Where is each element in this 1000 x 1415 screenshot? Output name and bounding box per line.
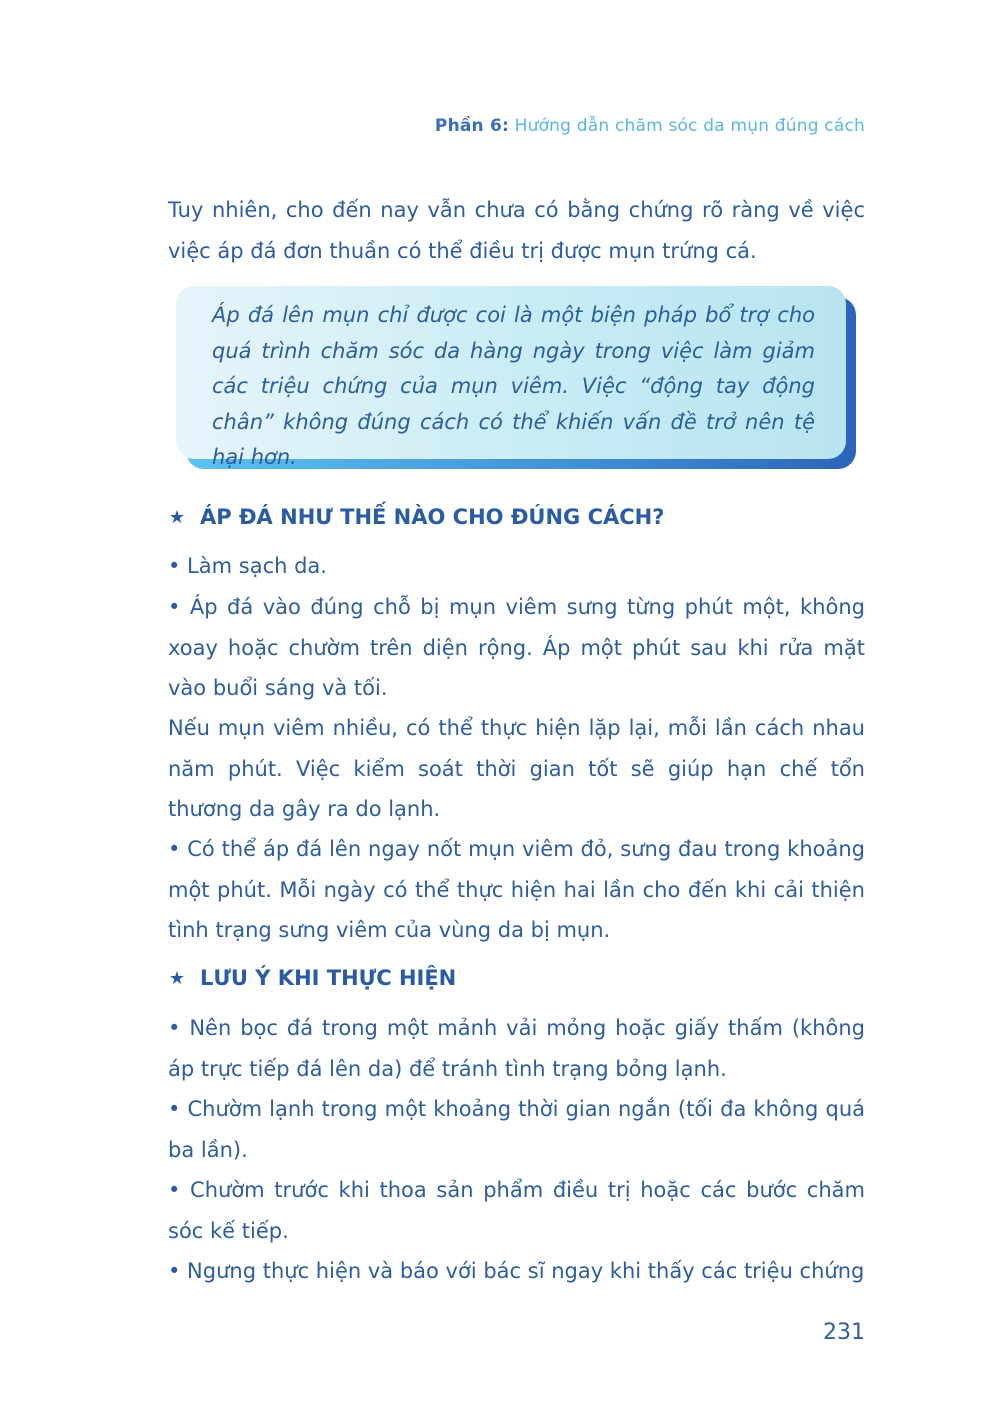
intro-paragraph: Tuy nhiên, cho đến nay vẫn chưa có bằng chứng rõ ràng về việc việc áp đá đơn thuần có thể điều trị được mụn trứng cá. [168, 198, 865, 263]
star-icon: ★ [168, 967, 186, 989]
header-part-title: Hướng dẫn chăm sóc da mụn đúng cách [514, 116, 865, 136]
list-item: • Áp đá vào đúng chỗ bị mụn viêm sưng từng phút một, không xoay hoặc chườm trên diện rộng. Áp một phút sau khi rửa mặt vào buổi sáng và tối. [168, 595, 865, 700]
star-icon: ★ [168, 506, 186, 528]
section-heading-text: ÁP ĐÁ NHƯ THẾ NÀO CHO ĐÚNG CÁCH? [200, 505, 665, 529]
list-item: • Làm sạch da. [168, 554, 327, 578]
running-header [435, 116, 865, 136]
section-heading-notes [168, 966, 456, 990]
page-number: 231 [823, 1320, 865, 1345]
section-heading-how-to [168, 505, 664, 529]
list-item: • Có thể áp đá lên ngay nốt mụn viêm đỏ, sưng đau trong khoảng một phút. Mỗi ngày có thể thực hiện hai lần cho đến khi cải thiện tình trạng sưng viêm của vùng da bị mụn. [168, 837, 865, 942]
list-item: • Chườm trước khi thoa sản phẩm điều trị hoặc các bước chăm sóc kế tiếp. [168, 1178, 865, 1243]
header-part-label: Phần 6: [434, 116, 510, 136]
list-item: • Nên bọc đá trong một mảnh vải mỏng hoặc giấy thấm (không áp trực tiếp đá lên da) để tránh tình trạng bỏng lạnh. [168, 1016, 865, 1081]
section-heading-text: LƯU Ý KHI THỰC HIỆN [200, 966, 457, 990]
list-item: • Chườm lạnh trong một khoảng thời gian ngắn (tối đa không quá ba lần). [168, 1097, 865, 1162]
list-item: • Ngưng thực hiện và báo với bác sĩ ngay khi thấy các triệu chứng [168, 1259, 865, 1283]
list-item: Nếu mụn viêm nhiều, có thể thực hiện lặp lại, mỗi lần cách nhau năm phút. Việc kiểm soát thời gian tốt sẽ giúp hạn chế tổn thương da gây ra do lạnh. [168, 716, 865, 821]
callout-text: Áp đá lên mụn chỉ được coi là một biện pháp bổ trợ cho quá trình chăm sóc da hàng ngày trong việc làm giảm các triệu chứng của mụn viêm. Việc “động tay động chân” không đúng cách có thể khiến vấn đề trở nên tệ hại hơn. [212, 303, 815, 469]
